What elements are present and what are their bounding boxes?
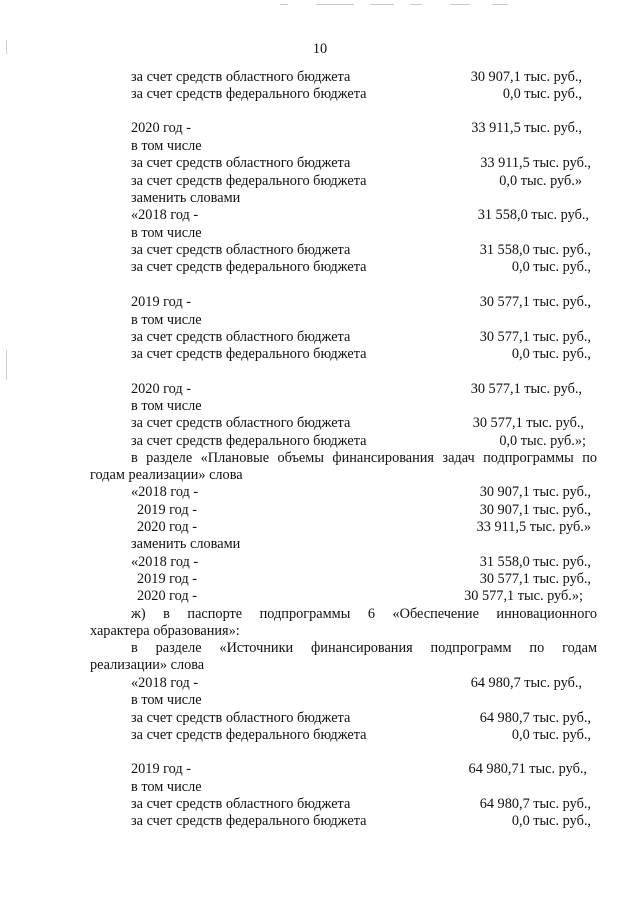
funding-label: «2018 год -: [131, 207, 199, 223]
funding-amount: 64 980,7 тыс. руб.,: [470, 675, 582, 691]
text-line: заменить словами: [131, 190, 241, 206]
funding-amount: 30 577,1 тыс. руб.,: [479, 571, 591, 587]
paragraph-line: реализации» слова: [90, 657, 205, 673]
funding-amount: 0,0 тыс. руб.,: [511, 813, 591, 829]
funding-amount: 30 907,1 тыс. руб.,: [479, 484, 591, 500]
funding-amount: 30 577,1 тыс. руб.»;: [464, 588, 583, 604]
funding-label: за счет средств областного бюджета: [131, 710, 351, 726]
paragraph-line: [90, 451, 597, 465]
funding-amount: 31 558,0 тыс. руб.,: [479, 554, 591, 570]
funding-label: «2018 год -: [131, 484, 199, 500]
funding-amount: 30 577,1 тыс. руб.,: [479, 329, 591, 345]
funding-label: за счет средств федерального бюджета: [131, 173, 367, 189]
funding-label: за счет средств областного бюджета: [131, 796, 351, 812]
funding-amount: 30 577,1 тыс. руб.,: [470, 381, 582, 397]
funding-amount: 0,0 тыс. руб.,: [502, 86, 582, 102]
paragraph-line: годам реализации» слова: [90, 467, 243, 483]
funding-amount: 30 577,1 тыс. руб.,: [472, 415, 584, 431]
funding-label: 2019 год -: [137, 571, 198, 587]
scan-marks: [260, 4, 520, 6]
text-line: в том числе: [131, 398, 202, 414]
funding-label: «2018 год -: [131, 675, 199, 691]
funding-amount: 31 558,0 тыс. руб.,: [479, 242, 591, 258]
paragraph-text: в разделе «Плановые объемы финансирования задач подпрограммы по: [131, 450, 597, 466]
funding-label: 2019 год -: [131, 761, 192, 777]
scan-edge-mark: [6, 350, 7, 380]
funding-amount: 0,0 тыс. руб.,: [511, 346, 591, 362]
funding-amount: 30 907,1 тыс. руб.,: [479, 502, 591, 518]
funding-amount: 33 911,5 тыс. руб.,: [480, 155, 591, 171]
funding-label: 2020 год -: [131, 120, 192, 136]
funding-label: 2020 год -: [131, 381, 192, 397]
funding-amount: 31 558,0 тыс. руб.,: [477, 207, 589, 223]
text-line: заменить словами: [131, 536, 241, 552]
funding-label: за счет средств федерального бюджета: [131, 727, 367, 743]
funding-label: за счет средств областного бюджета: [131, 415, 351, 431]
funding-label: «2018 год -: [131, 554, 199, 570]
funding-label: за счет средств федерального бюджета: [131, 433, 367, 449]
funding-amount: 0,0 тыс. руб.»: [499, 173, 582, 189]
funding-label: за счет средств федерального бюджета: [131, 813, 367, 829]
text-line: в том числе: [131, 779, 202, 795]
funding-label: за счет средств федерального бюджета: [131, 259, 367, 275]
funding-label: 2019 год -: [131, 294, 192, 310]
paragraph-line: [90, 607, 597, 621]
funding-label: за счет средств областного бюджета: [131, 242, 351, 258]
funding-amount: 30 577,1 тыс. руб.,: [479, 294, 591, 310]
funding-label: 2020 год -: [137, 588, 198, 604]
text-line: в том числе: [131, 225, 202, 241]
paragraph-line: характера образования»:: [90, 623, 240, 639]
funding-amount: 33 911,5 тыс. руб.,: [471, 120, 582, 136]
text-line: в том числе: [131, 692, 202, 708]
paragraph-text: в разделе «Источники финансирования подпрограмм по годам: [131, 640, 597, 656]
funding-amount: 0,0 тыс. руб.»;: [499, 433, 586, 449]
funding-label: за счет средств областного бюджета: [131, 155, 351, 171]
funding-amount: 64 980,7 тыс. руб.,: [479, 710, 591, 726]
funding-amount: 0,0 тыс. руб.,: [511, 259, 591, 275]
funding-label: за счет средств федерального бюджета: [131, 86, 367, 102]
funding-label: за счет средств федерального бюджета: [131, 346, 367, 362]
page-number: 10: [312, 41, 328, 57]
paragraph-line: [90, 641, 597, 655]
text-line: в том числе: [131, 312, 202, 328]
funding-amount: 33 911,5 тыс. руб.»: [476, 519, 591, 535]
funding-label: за счет средств областного бюджета: [131, 69, 351, 85]
text-line: в том числе: [131, 138, 202, 154]
paragraph-text: ж) в паспорте подпрограммы 6 «Обеспечение инновационного: [131, 606, 597, 622]
funding-label: 2019 год -: [137, 502, 198, 518]
funding-amount: 0,0 тыс. руб.,: [511, 727, 591, 743]
funding-amount: 64 980,71 тыс. руб.,: [468, 761, 587, 777]
funding-label: 2020 год -: [137, 519, 198, 535]
funding-label: за счет средств областного бюджета: [131, 329, 351, 345]
funding-amount: 64 980,7 тыс. руб.,: [479, 796, 591, 812]
funding-amount: 30 907,1 тыс. руб.,: [470, 69, 582, 85]
